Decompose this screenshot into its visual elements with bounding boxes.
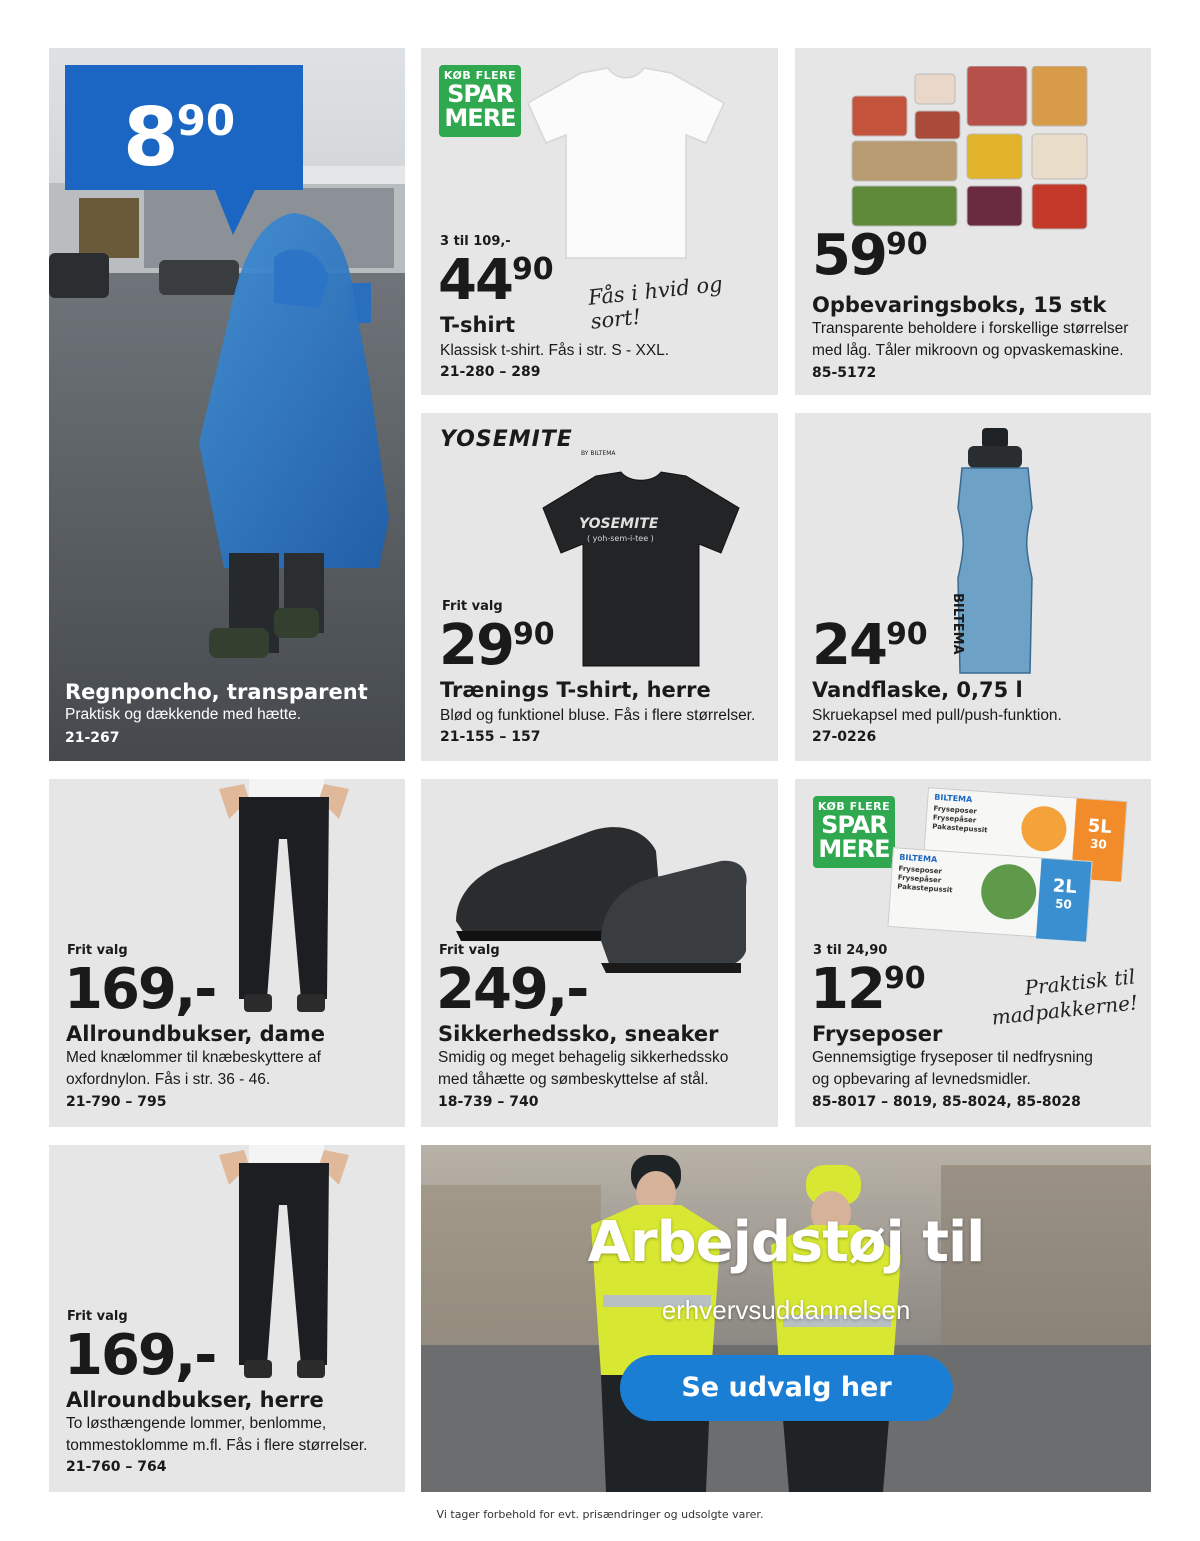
box-text: Pakastepussit xyxy=(932,822,988,835)
tshirt-price: 4490 xyxy=(438,248,554,313)
vandflaske-art-number: 27-0226 xyxy=(812,729,877,745)
arbejdstoj-banner[interactable] xyxy=(421,1145,1151,1492)
product-card-opbevaringsboks[interactable] xyxy=(795,48,1151,395)
sikkerhedssko-desc: Smidig og meget behagelig sikkerhedssko med tåhætte og sømbeskyttelse af stål. xyxy=(438,1049,729,1088)
sikkerhedssko-frit-valg: Frit valg xyxy=(439,943,500,958)
banner-title: Arbejdstøj til xyxy=(587,1210,985,1275)
tshirt-name: T-shirt xyxy=(440,313,515,337)
regnponcho-price: 890 xyxy=(123,91,236,184)
regnponcho-art-number: 21-267 xyxy=(65,730,120,746)
box-text: Fryseposer xyxy=(898,864,943,876)
traenings-tshirt-desc: Blød og funktionel bluse. Fås i flere størrelser. xyxy=(440,707,756,724)
pants-herre-frit-valg: Frit valg xyxy=(67,1309,128,1324)
tshirt-multi-price: 3 til 109,- xyxy=(440,234,511,249)
regnponcho-name: Regnponcho, transparent xyxy=(65,680,368,704)
box-size-label: 5L xyxy=(1086,815,1113,839)
banner-subtitle: erhvervsuddannelsen xyxy=(661,1295,911,1325)
storage-boxes-image xyxy=(847,66,1107,236)
opbevaringsboks-name: Opbevaringsboks, 15 stk xyxy=(812,293,1107,317)
product-card-allroundbukser-herre[interactable] xyxy=(49,1145,405,1492)
vandflaske-desc: Skruekapsel med pull/push-funktion. xyxy=(812,707,1062,724)
kob-flere-spar-mere-badge: KØB FLERE SPAR MERE xyxy=(813,796,895,868)
product-card-vandflaske[interactable] xyxy=(795,413,1151,761)
opbevaringsboks-price: 5990 xyxy=(812,223,928,288)
yosemite-logo-sub: BY BILTEMA xyxy=(581,450,616,457)
se-udvalg-her-button[interactable]: Se udvalg her xyxy=(620,1355,953,1421)
sikkerhedssko-price: 249,- xyxy=(436,957,588,1022)
box-count-label: 50 xyxy=(1054,896,1073,912)
kob-flere-spar-mere-badge: KØB FLERE SPAR MERE xyxy=(439,65,521,137)
product-card-fryseposer[interactable] xyxy=(795,779,1151,1127)
pants-dame-frit-valg: Frit valg xyxy=(67,943,128,958)
pants-herre-desc: To løsthængende lommer, benlomme, tommestoklomme m.fl. Fås i flere størrelser. xyxy=(66,1415,368,1454)
freezer-bag-box-2l xyxy=(887,847,1092,941)
box-brand: BILTEMA xyxy=(899,852,938,865)
traenings-tshirt-frit-valg: Frit valg xyxy=(442,599,503,614)
pants-dame-image xyxy=(209,779,359,1014)
fryseposer-multi-price: 3 til 24,90 xyxy=(813,943,888,958)
pants-dame-art-number: 21-790 – 795 xyxy=(66,1094,167,1110)
yosemite-logo: YOSEMITE xyxy=(440,427,573,452)
product-card-sikkerhedssko[interactable] xyxy=(421,779,778,1127)
pants-herre-name: Allroundbukser, herre xyxy=(66,1388,324,1412)
pants-dame-price: 169,- xyxy=(64,957,216,1022)
tshirt-desc: Klassisk t-shirt. Fås i str. S - XXL. xyxy=(440,342,670,359)
black-tshirt-print: YOSEMITE xyxy=(579,516,659,532)
opbevaringsboks-art-number: 85-5172 xyxy=(812,365,877,381)
fryseposer-art-number: 85-8017 – 8019, 85-8024, 85-8028 xyxy=(812,1094,1081,1110)
vandflaske-price: 2490 xyxy=(812,613,928,678)
vandflaske-name: Vandflaske, 0,75 l xyxy=(812,678,1023,702)
product-card-regnponcho[interactable] xyxy=(49,48,405,761)
fryseposer-price: 1290 xyxy=(810,957,926,1022)
traenings-tshirt-name: Trænings T-shirt, herre xyxy=(440,678,711,702)
regnponcho-desc: Praktisk og dækkende med hætte. xyxy=(65,706,302,723)
traenings-tshirt-art-number: 21-155 – 157 xyxy=(440,729,541,745)
pants-herre-price: 169,- xyxy=(64,1323,216,1388)
fryseposer-desc: Gennemsigtige fryseposer til nedfrysning og opbevaring af levnedsmidler. xyxy=(812,1049,1093,1088)
box-text: Frysepåser xyxy=(932,813,977,825)
product-card-allroundbukser-dame[interactable] xyxy=(49,779,405,1127)
opbevaringsboks-desc: Transparente beholdere i forskellige størrelser med låg. Tåler mikroovn og opvaskemaskine. xyxy=(812,320,1129,359)
traenings-tshirt-price: 2990 xyxy=(439,613,555,678)
black-tshirt-image xyxy=(541,468,741,673)
box-brand: BILTEMA xyxy=(934,792,973,805)
pants-herre-image xyxy=(209,1145,359,1380)
sikkerhedssko-name: Sikkerhedssko, sneaker xyxy=(438,1022,719,1046)
white-tshirt-image xyxy=(526,63,726,263)
box-text: Fryseposer xyxy=(933,804,978,816)
box-text: Pakastepussit xyxy=(897,882,953,895)
black-tshirt-print-sub: ( yoh-sem-i-tee ) xyxy=(587,534,654,543)
pants-dame-desc: Med knælommer til knæbeskyttere af oxfordnylon. Fås i str. 36 - 46. xyxy=(66,1049,321,1088)
fryseposer-handwritten-note: Praktisk til madpakkerne! xyxy=(990,964,1140,1030)
tshirt-handwritten-note: Fås i hvid og sort! xyxy=(587,271,724,334)
product-card-traenings-tshirt[interactable] xyxy=(421,413,778,761)
water-bottle-print: BILTEMA xyxy=(950,593,965,655)
product-card-tshirt[interactable] xyxy=(421,48,778,395)
pants-dame-name: Allroundbukser, dame xyxy=(66,1022,325,1046)
pants-herre-art-number: 21-760 – 764 xyxy=(66,1459,167,1475)
box-text: Frysepåser xyxy=(897,873,942,885)
tshirt-art-number: 21-280 – 289 xyxy=(440,364,541,380)
box-size-label: 2L xyxy=(1051,875,1078,899)
sikkerhedssko-art-number: 18-739 – 740 xyxy=(438,1094,539,1110)
box-count-label: 30 xyxy=(1089,836,1108,852)
fryseposer-name: Fryseposer xyxy=(812,1022,943,1046)
disclaimer-note: Vi tager forbehold for evt. prisændringer og udsolgte varer. xyxy=(436,1508,764,1521)
